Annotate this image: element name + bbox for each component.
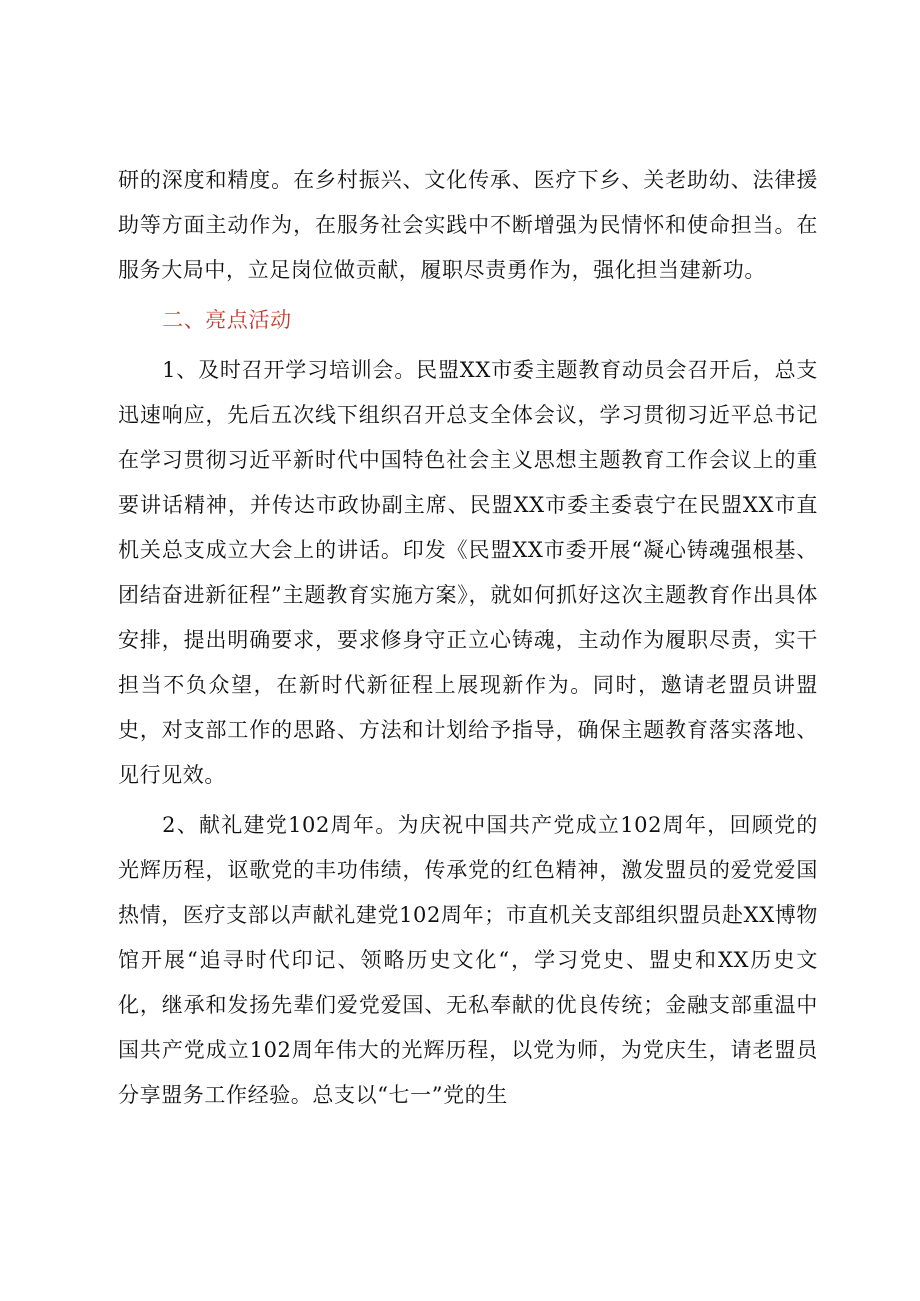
section-heading: 二、亮点活动 xyxy=(162,308,292,332)
document-body xyxy=(118,158,818,1118)
paragraph-item-2: 2、献礼建党102周年。为庆祝中国共产党成立102周年，回顾党的光辉历程，讴歌党的丰功伟绩，传承党的红色精神，激发盟员的爱党爱国热情，医疗支部以声献礼建党102周年；市直机关支部组织盟员赴XX博物馆开展“追寻时代印记、领略历史文化“，学习党史、盟史和XX历史文化，继承和发扬先辈们爱党爱国、无私奉献的优良传统；金融支部重温中国共产党成立102周年伟大的光辉历程，以党为师，为党庆生，请老盟员分享盟务工作经验。总支以“七一”党的生 xyxy=(118,813,818,1107)
paragraph-intro: 研的深度和精度。在乡村振兴、文化传承、医疗下乡、关老助幼、法律援助等方面主动作为，在服务社会实践中不断增强为民情怀和使命担当。在服务大局中，立足岗位做贡献，履职尽责勇作为，强化担当建新功。 xyxy=(118,168,818,282)
paragraph-item-1: 1、及时召开学习培训会。民盟XX市委主题教育动员会召开后，总支迅速响应，先后五次线下组织召开总支全体会议，学习贯彻习近平总书记在学习贯彻习近平新时代中国特色社会主义思想主题教育工作会议上的重要讲话精神，并传达市政协副主席、民盟XX市委主委袁宁在民盟XX市直机关总支成立大会上的讲话。印发《民盟XX市委开展“凝心铸魂强根基、团结奋进新征程”主题教育实施方案》，就如何抓好这次主题教育作出具体安排，提出明确要求，要求修身守正立心铸魂，主动作为履职尽责，实干担当不负众望，在新时代新征程上展现新作为。同时，邀请老盟员讲盟史，对支部工作的思路、方法和计划给予指导，确保主题教育落实落地、见行见效。 xyxy=(118,358,818,787)
